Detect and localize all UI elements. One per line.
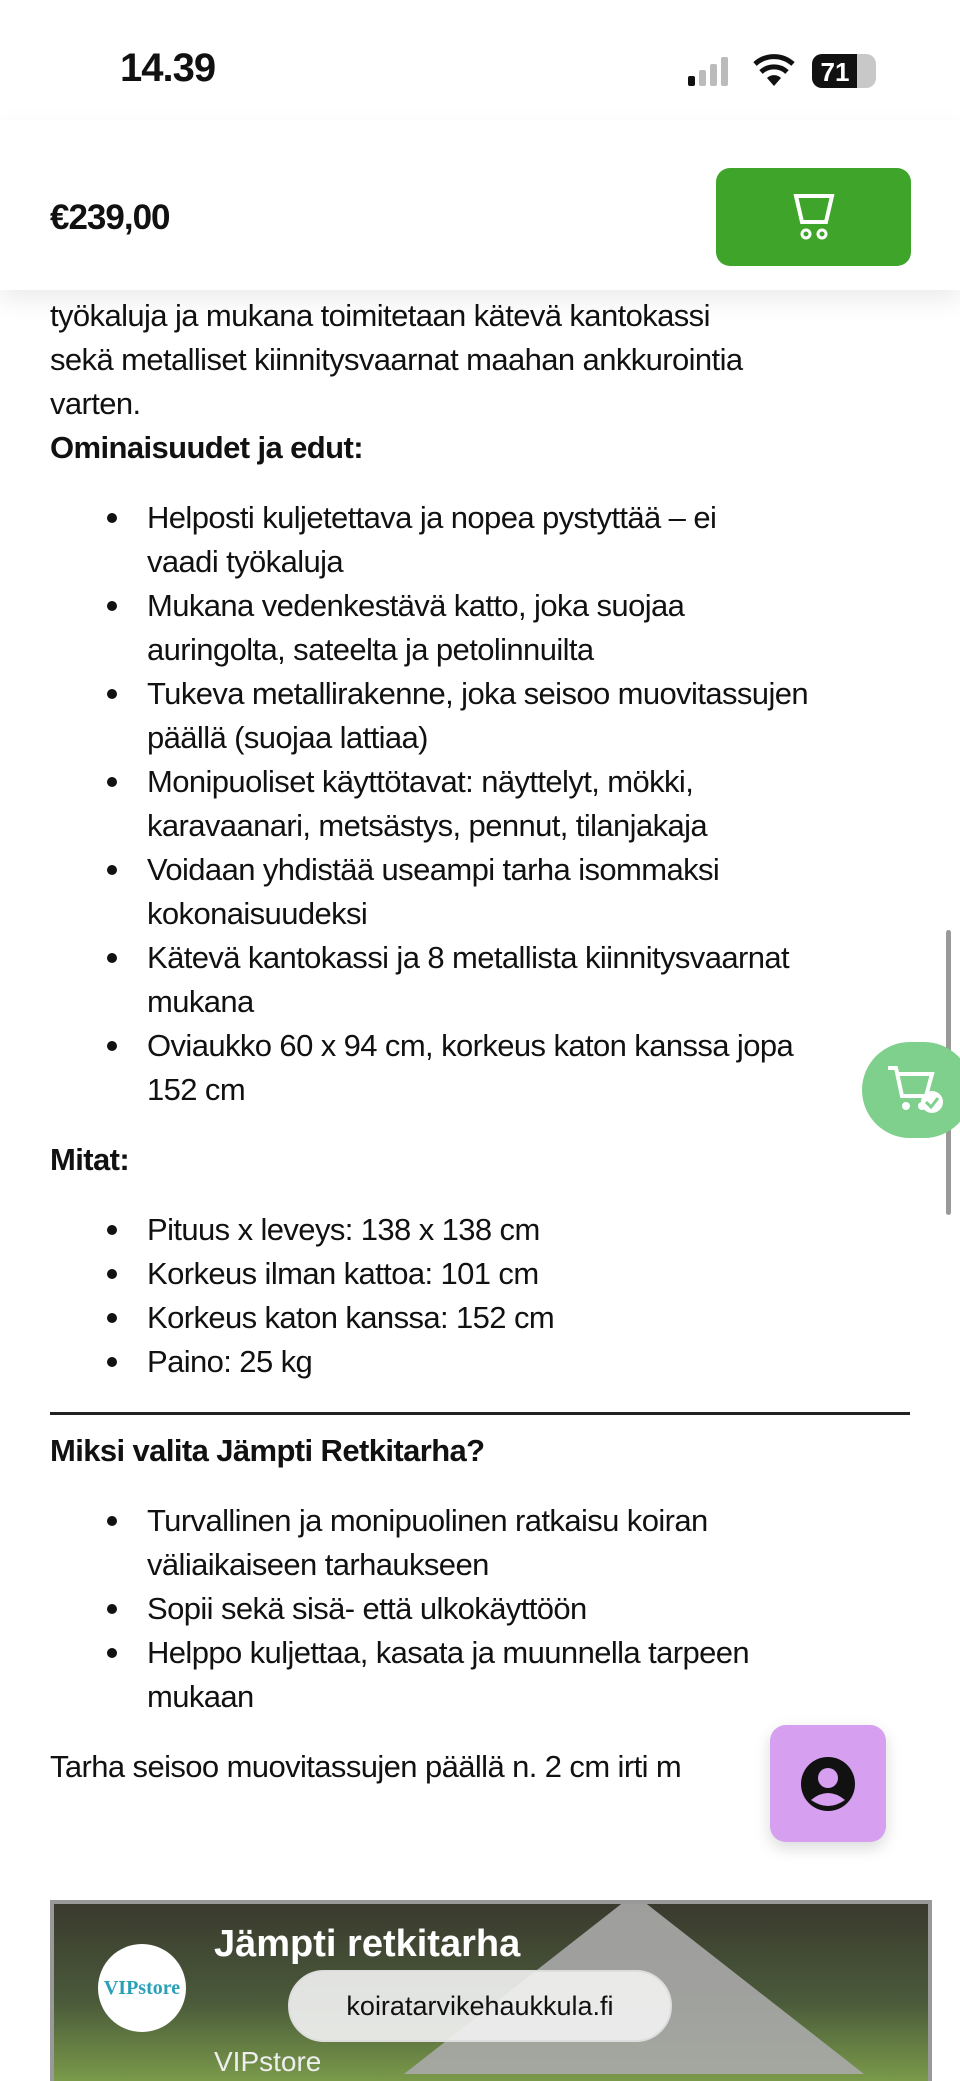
line: auringolta, sateelta ja petolinnuilta — [147, 632, 594, 667]
text-line: sekä metalliset kiinnitysvaarnat maahan ankkurointia — [50, 342, 743, 377]
features-list — [50, 496, 920, 1112]
list-item: Korkeus katon kanssa: 152 cm — [50, 1296, 920, 1340]
line: Monipuoliset käyttötavat: näyttelyt, mökki, — [147, 764, 694, 799]
list-item — [50, 1631, 920, 1719]
add-to-cart-button[interactable] — [716, 168, 911, 266]
why-list — [50, 1499, 920, 1719]
text-line: työkaluja ja mukana toimitetaan kätevä kantokassi — [50, 298, 710, 333]
features-heading: Ominaisuudet ja edut: — [50, 430, 363, 465]
line: mukaan — [147, 1679, 254, 1714]
line: Mukana vedenkestävä katto, joka suojaa — [147, 588, 685, 623]
line: vaadi työkaluja — [147, 544, 344, 579]
list-item — [50, 848, 920, 936]
list-item — [50, 584, 920, 672]
list-item: Paino: 25 kg — [50, 1340, 920, 1384]
dimensions-list — [50, 1208, 920, 1384]
video-channel[interactable]: VIPstore — [214, 2046, 322, 2077]
divider — [50, 1412, 910, 1415]
floating-cart-button[interactable] — [862, 1042, 960, 1138]
video-title[interactable]: Jämpti retkitarha — [214, 1923, 521, 1965]
line: Kätevä kantokassi ja 8 metallista kiinnitysvaarnat — [147, 940, 789, 975]
clock: 14.39 — [120, 46, 216, 90]
product-description — [50, 294, 920, 1789]
why-heading: Miksi valita Jämpti Retkitarha? — [50, 1433, 485, 1468]
url-bar[interactable]: koiratarvikehaukkula.fi — [288, 1970, 672, 2042]
line: karavaanari, metsästys, pennut, tilanjakaja — [147, 808, 708, 843]
line: kokonaisuudeksi — [147, 896, 368, 931]
list-item — [50, 1024, 920, 1112]
list-item: Korkeus ilman kattoa: 101 cm — [50, 1252, 920, 1296]
line: Tukeva metallirakenne, joka seisoo muovitassujen — [147, 676, 809, 711]
list-item — [50, 760, 920, 848]
signal-icon — [688, 56, 728, 86]
dimensions-heading: Mitat: — [50, 1142, 130, 1177]
line: Sopii sekä sisä- että ulkokäyttöön — [147, 1591, 587, 1626]
cart-icon — [792, 192, 836, 242]
line: mukana — [147, 984, 254, 1019]
list-item — [50, 496, 920, 584]
wifi-icon — [752, 52, 796, 88]
line: 152 cm — [147, 1072, 246, 1107]
list-item: Pituus x leveys: 138 x 138 cm — [50, 1208, 920, 1252]
battery-icon: 71 — [812, 54, 876, 88]
sticky-price-bar — [0, 120, 960, 290]
list-item — [50, 1587, 920, 1631]
channel-logo[interactable]: VIPstore — [98, 1944, 186, 2032]
price: €239,00 — [50, 198, 170, 237]
line: Helposti kuljetettava ja nopea pystyttää – ei — [147, 500, 717, 535]
line: päällä (suojaa lattiaa) — [147, 720, 428, 755]
list-item — [50, 936, 920, 1024]
chat-button[interactable] — [770, 1725, 886, 1842]
line: Oviaukko 60 x 94 cm, korkeus katon kanssa jopa — [147, 1028, 794, 1063]
line: väliaikaiseen tarhaukseen — [147, 1547, 489, 1582]
text-line: varten. — [50, 386, 141, 421]
list-item — [50, 672, 920, 760]
line: Voidaan yhdistää useampi tarha isommaksi — [147, 852, 720, 887]
cart-check-icon — [886, 1062, 946, 1118]
list-item — [50, 1499, 920, 1587]
status-bar — [0, 0, 960, 120]
line: Turvallinen ja monipuolinen ratkaisu koiran — [147, 1503, 708, 1538]
line: Helppo kuljettaa, kasata ja muunnella tarpeen — [147, 1635, 750, 1670]
footer-text: Tarha seisoo muovitassujen päällä n. 2 cm irti m — [50, 1749, 682, 1784]
user-icon — [798, 1754, 858, 1814]
